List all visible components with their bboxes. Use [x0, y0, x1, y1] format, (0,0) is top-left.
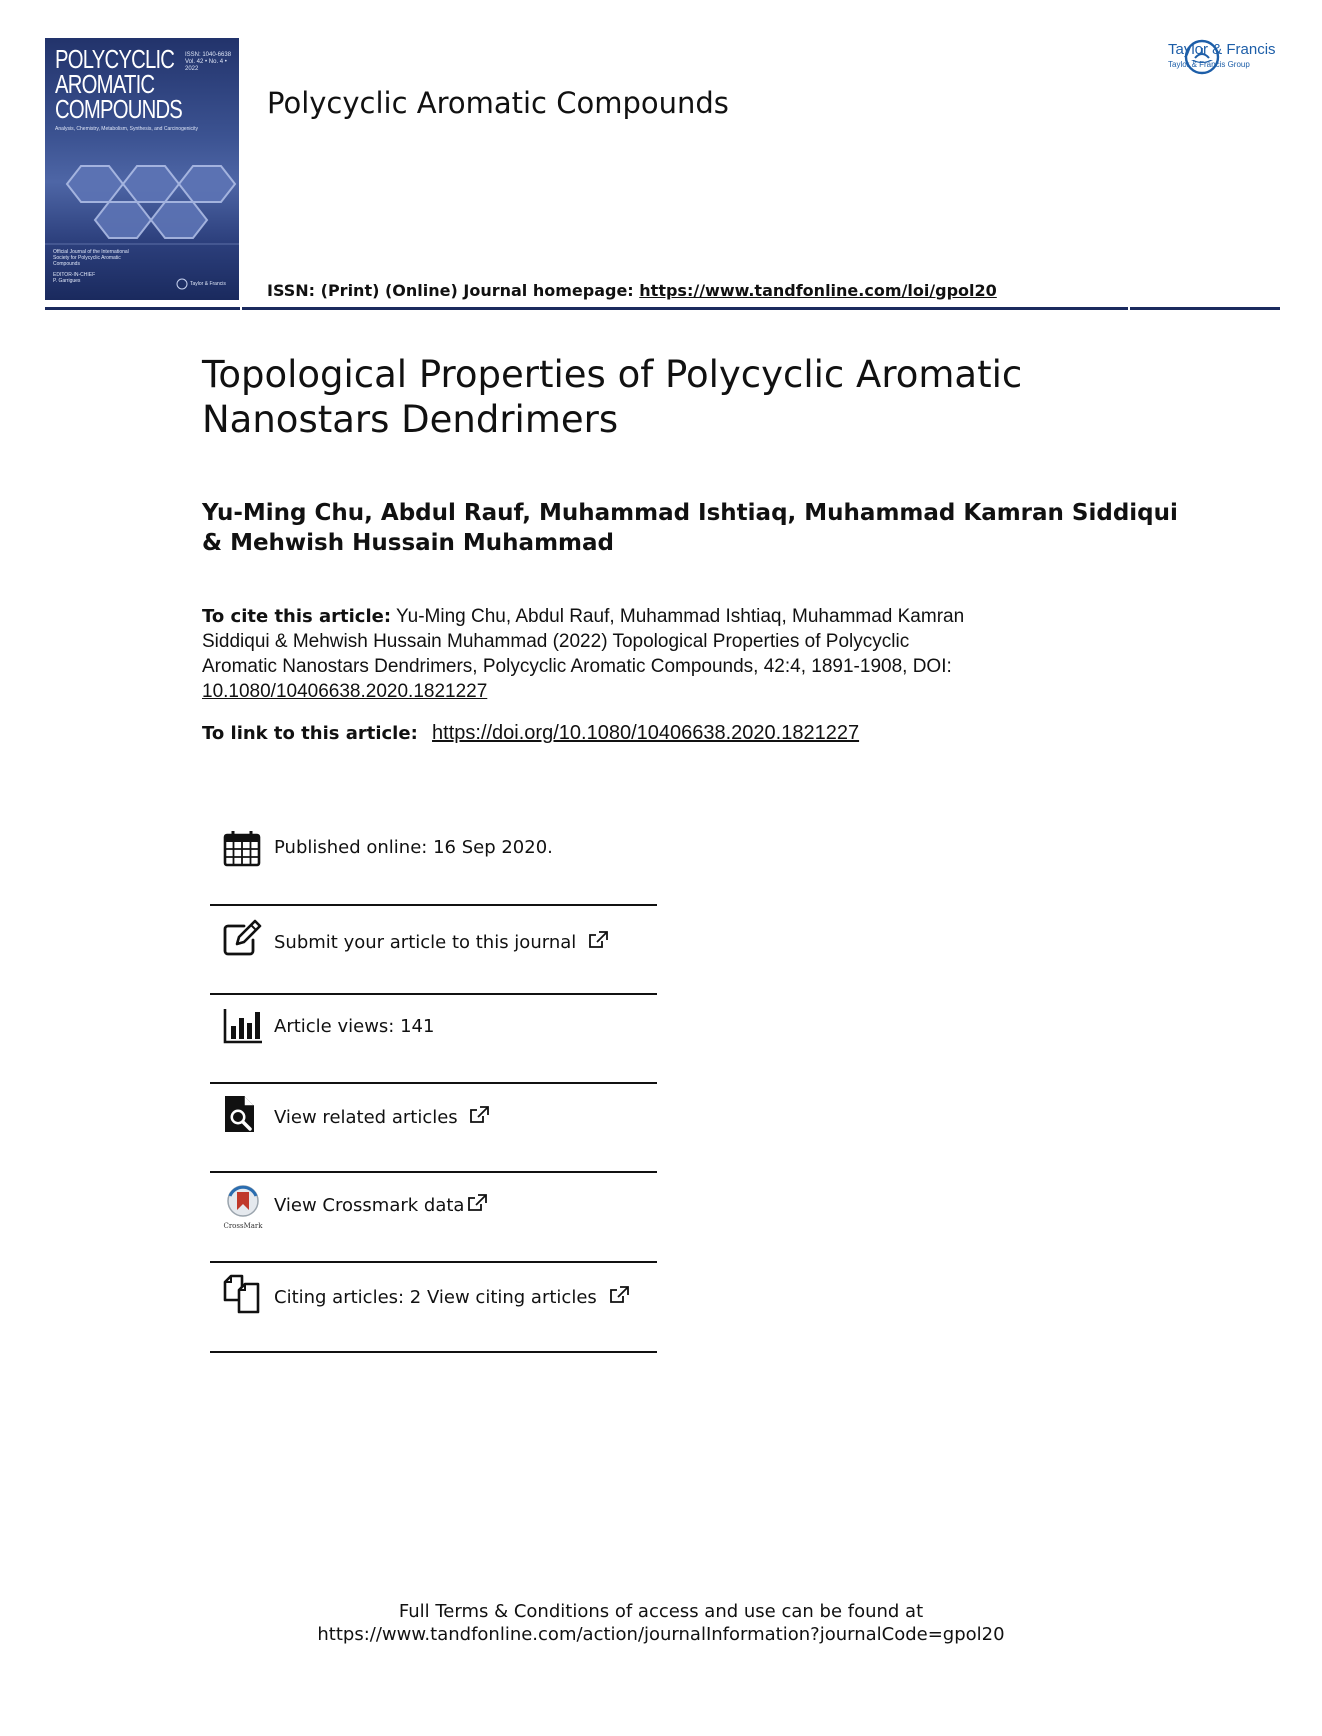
- header-divider: [45, 307, 1280, 310]
- terms-footer: [0, 1600, 1322, 1646]
- issn-homepage-line: [267, 281, 997, 300]
- crossmark-link[interactable]: [274, 1194, 487, 1216]
- article-title-line-2: Nanostars Dendrimers: [202, 398, 619, 441]
- submit-article-text: Submit your article to this journal: [274, 932, 577, 953]
- cover-editor-name: P. Garrigues: [53, 278, 81, 284]
- published-online-row: [210, 828, 657, 872]
- citing-articles-link[interactable]: [274, 1286, 629, 1308]
- authors-line-2: & Mehwish Hussain Muhammad: [202, 530, 614, 556]
- copy-documents-icon: [222, 1274, 262, 1314]
- article-title-line-1: Topological Properties of Polycyclic Aromatic: [202, 353, 1023, 396]
- article-views-text: Article views: 141: [274, 1016, 435, 1037]
- article-views-row: [210, 1006, 657, 1050]
- footer-terms-link[interactable]: https://www.tandfonline.com/action/journalInformation?journalCode=gpol20: [317, 1624, 1005, 1645]
- external-link-icon: [609, 1286, 629, 1304]
- issn-text: ISSN: (Print) (Online) Journal homepage:: [267, 281, 640, 300]
- cover-title-line-3: COMPOUNDS: [55, 94, 183, 124]
- footer-line-1: Full Terms & Conditions of access and use can be found at: [398, 1601, 924, 1622]
- crossmark-logo-text: CrossMark: [223, 1222, 263, 1230]
- crossmark-text: View Crossmark data: [274, 1195, 465, 1216]
- article-authors: [202, 498, 1202, 558]
- bar-chart-icon: [222, 1006, 262, 1046]
- related-articles-row[interactable]: [210, 1094, 657, 1140]
- citing-articles-text: Citing articles: 2 View citing articles: [274, 1287, 597, 1308]
- header-divider-gap: [1128, 307, 1130, 310]
- info-divider: [210, 993, 657, 995]
- article-doi-link[interactable]: https://doi.org/10.1080/10406638.2020.1821227: [432, 722, 860, 744]
- submit-article-row[interactable]: [210, 918, 657, 962]
- external-link-icon: [469, 1106, 489, 1124]
- cite-line-2: Siddiqui & Mehwish Hussain Muhammad (2022) Topological Properties of Polycyclic: [202, 631, 910, 652]
- cover-issn: ISSN: 1040-6638: [185, 52, 232, 58]
- journal-cover-image: [45, 38, 239, 300]
- related-articles-link[interactable]: [274, 1106, 489, 1128]
- cover-title-line-2: AROMATIC: [55, 69, 155, 99]
- citing-articles-row[interactable]: [210, 1274, 657, 1320]
- submit-article-link[interactable]: [274, 931, 608, 953]
- external-link-icon: [588, 931, 608, 949]
- edit-pencil-icon: [222, 918, 262, 958]
- journal-homepage-link[interactable]: https://www.tandfonline.com/loi/gpol20: [639, 281, 997, 300]
- crossmark-logo-icon: [222, 1184, 264, 1230]
- cover-publisher-mini: Taylor & Francis: [190, 281, 226, 287]
- link-line: [202, 722, 859, 745]
- journal-title: Polycyclic Aromatic Compounds: [267, 86, 729, 120]
- published-online-text: Published online: 16 Sep 2020.: [274, 837, 553, 858]
- cover-title-line-1: POLYCYCLIC: [55, 44, 175, 74]
- cite-label: To cite this article:: [202, 606, 392, 627]
- calendar-icon: [222, 828, 262, 868]
- link-label: To link to this article:: [202, 723, 425, 744]
- header-divider-gap: [240, 307, 242, 310]
- external-link-icon: [467, 1194, 487, 1212]
- info-divider: [210, 1351, 657, 1353]
- cite-line-3: Aromatic Nanostars Dendrimers, Polycyclic Aromatic Compounds, 42:4, 1891-1908, DOI:: [202, 656, 952, 677]
- publisher-name: Taylor & Francis: [1168, 41, 1276, 58]
- citation-block: [202, 604, 1082, 704]
- cover-editor-label: EDITOR-IN-CHIEF: [53, 272, 96, 278]
- cover-subtitle: Analysis, Chemistry, Metabolism, Synthesis, and Carcinogenicity: [55, 126, 199, 132]
- info-divider: [210, 1171, 657, 1173]
- related-articles-text: View related articles: [274, 1107, 458, 1128]
- publisher-group: Taylor & Francis Group: [1168, 60, 1250, 69]
- crossmark-row[interactable]: [210, 1184, 657, 1230]
- authors-line-1: Yu-Ming Chu, Abdul Rauf, Muhammad Ishtiaq, Muhammad Kamran Siddiqui: [202, 500, 1178, 526]
- document-search-icon: [222, 1094, 262, 1134]
- info-divider: [210, 904, 657, 906]
- cite-doi-link[interactable]: 10.1080/10406638.2020.1821227: [202, 681, 488, 702]
- cite-line-1: Yu-Ming Chu, Abdul Rauf, Muhammad Ishtiaq, Muhammad Kamran: [391, 606, 965, 627]
- cover-official-text: Official Journal of the International Society for Polycyclic Aromatic Compounds: [53, 249, 129, 267]
- cover-volume: Vol. 42 • No. 4 • 2022: [185, 59, 227, 72]
- info-divider: [210, 1082, 657, 1084]
- article-title: [202, 352, 1102, 442]
- info-divider: [210, 1261, 657, 1263]
